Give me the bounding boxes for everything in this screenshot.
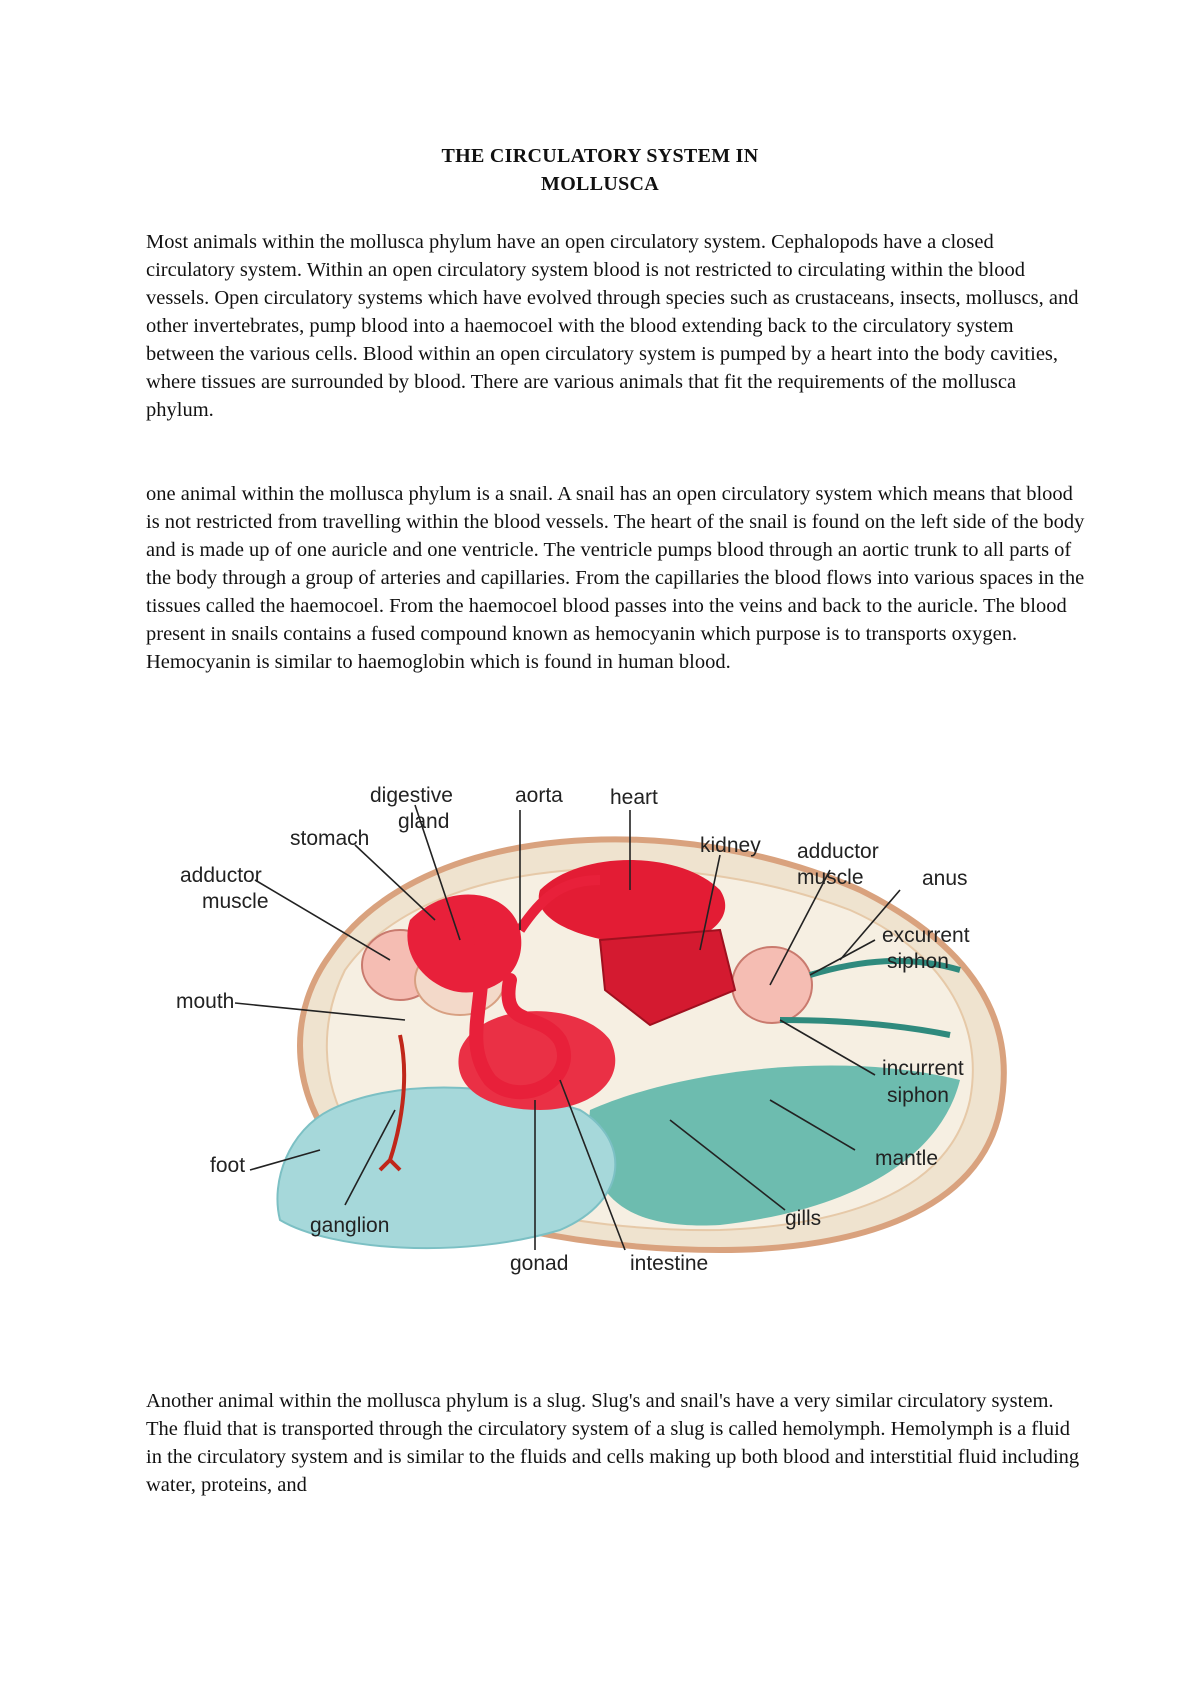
label-foot: foot xyxy=(210,1154,246,1177)
label-mouth: mouth xyxy=(176,990,235,1013)
label-incurrent-1: incurrent xyxy=(882,1057,964,1080)
label-adductor-left-2: muscle xyxy=(202,890,269,913)
label-excurrent-2: siphon xyxy=(887,950,949,973)
label-aorta: aorta xyxy=(515,784,563,807)
label-stomach: stomach xyxy=(290,827,370,850)
label-mantle: mantle xyxy=(875,1147,939,1170)
label-adductor-right-1: adductor xyxy=(797,840,879,863)
paragraph-1: Most animals within the mollusca phylum have an open circulatory system. Cephalopods have a closed circulatory system. Within an open circulatory system blood is not restricted to circulating within the blood vessels. Open circulatory systems which have evolved through species such as crustaceans, insects, molluscs, and other invertebrates, pump blood into a haemocoel with the blood extending back to the circulatory system between the various cells. Blood within an open circulatory system is pumped by a heart into the body cavities, where tissues are surrounded by blood. There are various animals that fit the requirements of the mollusca phylum. xyxy=(146,231,1079,421)
paragraph-2: one animal within the mollusca phylum is a snail. A snail has an open circulatory system which means that blood is not restricted from travelling within the blood vessels. The heart of the snail is found on the left side of the body and is made up of one auricle and one ventricle. The ventricle pumps blood through an aortic trunk to all parts of the body through a group of arteries and capillaries. From the capillaries the blood flows into various spaces in the tissues called the haemocoel. From the haemocoel blood passes into the veins and back to the auricle. The blood present in snails contains a fused compound known as hemocyanin which purpose is to transports oxygen. Hemocyanin is similar to haemoglobin which is found in human blood. xyxy=(146,483,1085,673)
paragraph-3: Another animal within the mollusca phylum is a slug. Slug's and snail's have a very similar circulatory system. The fluid that is transported through the circulatory system of a slug is called hemolymph. Hemolymph is a fluid in the circulatory system and is similar to the fluids and cells making up both blood and interstitial fluid including water, proteins, and xyxy=(146,1390,1080,1496)
label-adductor-right-2: muscle xyxy=(797,866,864,889)
label-digestive-gland-2: gland xyxy=(398,810,450,833)
label-anus: anus xyxy=(922,867,968,890)
label-excurrent-1: excurrent xyxy=(882,924,970,947)
label-heart: heart xyxy=(610,786,658,809)
clam-anatomy-diagram xyxy=(160,780,1060,1390)
label-kidney: kidney xyxy=(700,834,761,857)
label-incurrent-2: siphon xyxy=(887,1084,949,1107)
adductor-muscle-right xyxy=(732,947,812,1023)
label-intestine: intestine xyxy=(630,1252,709,1275)
label-gonad: gonad xyxy=(510,1252,569,1275)
title-line-2: MOLLUSCA xyxy=(541,173,659,195)
label-adductor-left-1: adductor xyxy=(180,864,262,887)
label-ganglion: ganglion xyxy=(310,1214,390,1237)
label-gills: gills xyxy=(785,1207,822,1230)
title-line-1: THE CIRCULATORY SYSTEM IN xyxy=(441,145,759,167)
label-digestive-gland-1: digestive xyxy=(370,784,453,807)
